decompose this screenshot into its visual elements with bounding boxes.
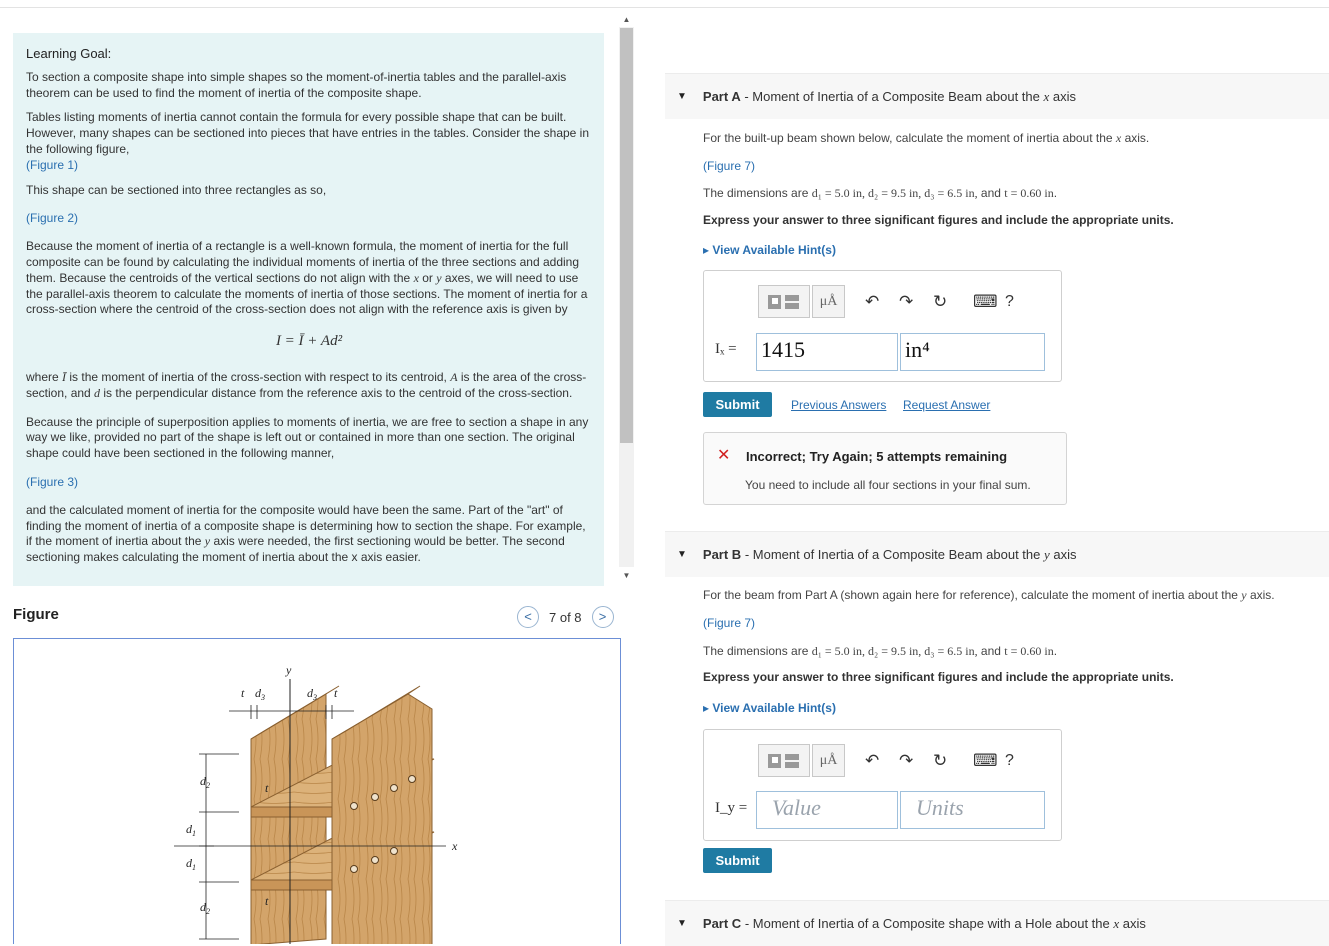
t-right-label: t [334,686,338,700]
request-answer-link[interactable]: Request Answer [903,398,991,412]
d3-right-label: d [307,686,313,700]
part-a-instructions: Express your answer to three significant figures and include the appropriate units. [703,213,1174,227]
part-b-instructions: Express your answer to three significant figures and include the appropriate units. [703,670,1174,684]
reset-icon[interactable]: ↻ [933,750,948,770]
redo-icon[interactable]: ↷ [899,291,914,311]
top-divider [0,7,1329,8]
t-lower-flange-label: t [265,894,269,908]
template-icon [766,751,802,771]
svg-text:d2: $d_2$ [200,774,210,790]
help-icon[interactable]: ? [1005,751,1014,769]
figure-box [13,638,621,944]
part-b-figure-link[interactable]: (Figure 7) [703,616,756,630]
templates-button[interactable] [758,285,810,318]
collapse-triangle-icon[interactable]: ▼ [677,91,687,102]
right-board [332,694,432,944]
goal-heading: Learning Goal: [26,46,112,61]
goal-paragraph-4: Because the moment of inertia of a rectangle is a well-known formula, the moment of inertia for the full composite can be found by calculating the individual moments of inertia of the three sections and adding them. Because the centroids of the vertical sections do not align with the x or y axes, we will need to use the parallel-axis theorem to calculate the moments of inertia of those sections. The moment of inertia for a cross-section where the centroid of the cross-section does not align with the reference axis is given by [26,239,588,317]
goal-paragraph-2: Tables listing moments of inertia cannot contain the formula for every possible shape that can be built. However, many shapes can be sectioned into pieces that have entries in the tables. Consider the shape in the following figure, (Figure 1) [26,110,592,173]
svg-text:d1: $d_1$ [186,822,196,838]
figure-title: Figure [13,606,59,623]
iy-label: I_y = [715,800,748,816]
goal-paragraph-fig3 [26,475,592,491]
goal-paragraph-7: and the calculated moment of inertia for the composite would have been the same. Part of the "art" of finding the moment of inertia of a composite shape is determining how to section the shape. For example, if the moment of inertia about the y axis were needed, the first sectioning would be better. The second sectioning makes calculating the moment of inertia about the x axis easier. [26,502,586,565]
part-a-label: Part A [702,88,741,104]
d1-upper-label: d [186,822,192,836]
part-b-answer-box [703,729,1062,841]
undo-icon[interactable]: ↶ [865,750,880,770]
part-a-header[interactable]: ▼ Part A - Moment of Inertia of a Composite Beam about the x axis [665,73,1329,119]
previous-answers-link[interactable]: Previous Answers [791,398,887,412]
d2-top-label: d [200,774,206,788]
part-a-title: Moment of Inertia of a Composite Beam about the [752,88,1044,104]
t-left-label: t [241,686,245,700]
d1-lower-label: d [186,856,192,870]
goal-paragraph-3: This shape can be sectioned into three rectangles as so, [26,182,327,197]
ix-label: Iₓ = [715,341,737,357]
help-icon[interactable]: ? [1005,292,1014,310]
symbols-button[interactable]: μÅ [812,744,845,777]
part-b-units-input[interactable]: Units [900,791,1045,829]
part-c-label: Part C [702,915,742,931]
goal-paragraph-1: To section a composite shape into simple shapes so the moment-of-inertia tables and the parallel-axis theorem can be used to find the moment of inertia of the composite shape. [26,69,567,100]
keyboard-icon[interactable]: ⌨ [973,291,998,311]
template-icon [766,292,802,312]
part-c-header[interactable]: ▼ Part C - Moment of Inertia of a Composite shape with a Hole about the x axis [665,900,1329,946]
collapse-triangle-icon[interactable]: ▼ [677,549,687,560]
part-b-value-input[interactable]: Value [756,791,898,829]
part-a-submit-button[interactable]: Submit [703,392,772,417]
part-b-header[interactable]: ▼ Part B - Moment of Inertia of a Composite Beam about the y axis [665,531,1329,577]
goal-scrollbar[interactable] [619,13,634,581]
reset-icon[interactable]: ↻ [933,291,948,311]
templates-button[interactable] [758,744,810,777]
part-a-value-input[interactable]: 1415 [756,333,898,371]
part-a-feedback [703,432,1067,505]
part-b-title: Moment of Inertia of a Composite Beam about the [752,546,1044,562]
learning-goal-panel [13,33,604,586]
part-a-figure-link[interactable]: (Figure 7) [703,159,756,173]
part-b-question: For the beam from Part A (shown again here for reference), calculate the moment of inertia about the y axis. [703,588,1275,602]
goal-paragraph-5: where Ī is the moment of inertia of the cross-section with respect to its centroid, A is the area of the cross-section, and d is the perpendicular distance from the reference axis to the centroid of the cross-section. [26,369,587,400]
x-axis-label: x [452,839,458,853]
part-a-toolbar [758,285,1014,318]
svg-text:d3: $d_3$ [255,686,265,702]
part-b-toolbar [758,744,1014,777]
d3-left-label: d [255,686,261,700]
feedback-title: Incorrect; Try Again; 5 attempts remaining [746,449,1008,464]
part-b-hint-link[interactable]: ▸ View Available Hint(s) [703,701,836,715]
built-up-beam-diagram [14,639,620,944]
figure-3-link[interactable]: (Figure 3) [26,474,79,489]
svg-text:d3: $d_3$ [307,686,317,702]
symbols-button[interactable]: μÅ [812,285,845,318]
part-b-submit-button[interactable]: Submit [703,848,772,873]
part-c-title: Moment of Inertia of a Composite shape with a Hole about the [752,915,1114,931]
y-axis-label: y [286,663,292,677]
undo-icon[interactable]: ↶ [865,291,880,311]
svg-text:d1: $d_1$ [186,856,196,872]
figure-2-link[interactable]: (Figure 2) [26,211,79,226]
figure-counter: 7 of 8 [549,609,582,625]
error-x-icon: ✕ [717,447,731,464]
redo-icon[interactable]: ↷ [899,750,914,770]
part-a-hint-link[interactable]: ▸ View Available Hint(s) [703,243,836,257]
collapse-triangle-icon[interactable]: ▼ [677,918,687,929]
part-a-units-input[interactable]: in⁴ [900,333,1045,371]
parallel-axis-formula: I = Ī + Ad² [275,333,343,350]
part-a-question: For the built-up beam shown below, calculate the moment of inertia about the x axis. [703,131,1150,145]
next-figure-button[interactable]: > [592,606,614,628]
figure-1-link[interactable]: (Figure 1) [26,157,79,172]
goal-paragraph-fig2 [26,211,592,227]
svg-text:d2: $d_2$ [200,900,210,916]
d2-bottom-label: d [200,900,206,914]
part-a-dimensions: The dimensions are d₁ = 5.0 in, d₂ = 9.5 in, d₃ = 6.5 in, and t = 0.60 in. [703,186,1058,200]
feedback-message: You need to include all four sections in your final sum. [745,478,1031,492]
prev-figure-button[interactable]: < [517,606,539,628]
part-b-dimensions: The dimensions are d₁ = 5.0 in, d₂ = 9.5 in, d₃ = 6.5 in, and t = 0.60 in. [703,644,1058,658]
goal-paragraph-6: Because the principle of superposition applies to moments of inertia, we are free to section a shape in any way we like, provided no part of the shape is left out or contained in more than one section. The original shape could have been sectioned in the following manner, [26,414,589,461]
part-a-answer-box [703,270,1062,382]
scroll-down-arrow-icon[interactable]: ▼ [622,571,631,580]
scroll-thumb[interactable] [620,28,633,443]
figure-pager [517,606,614,628]
t-upper-flange-label: t [265,781,269,795]
scroll-up-arrow-icon[interactable]: ▲ [622,15,631,24]
keyboard-icon[interactable]: ⌨ [973,750,998,770]
part-b-label: Part B [702,546,742,562]
